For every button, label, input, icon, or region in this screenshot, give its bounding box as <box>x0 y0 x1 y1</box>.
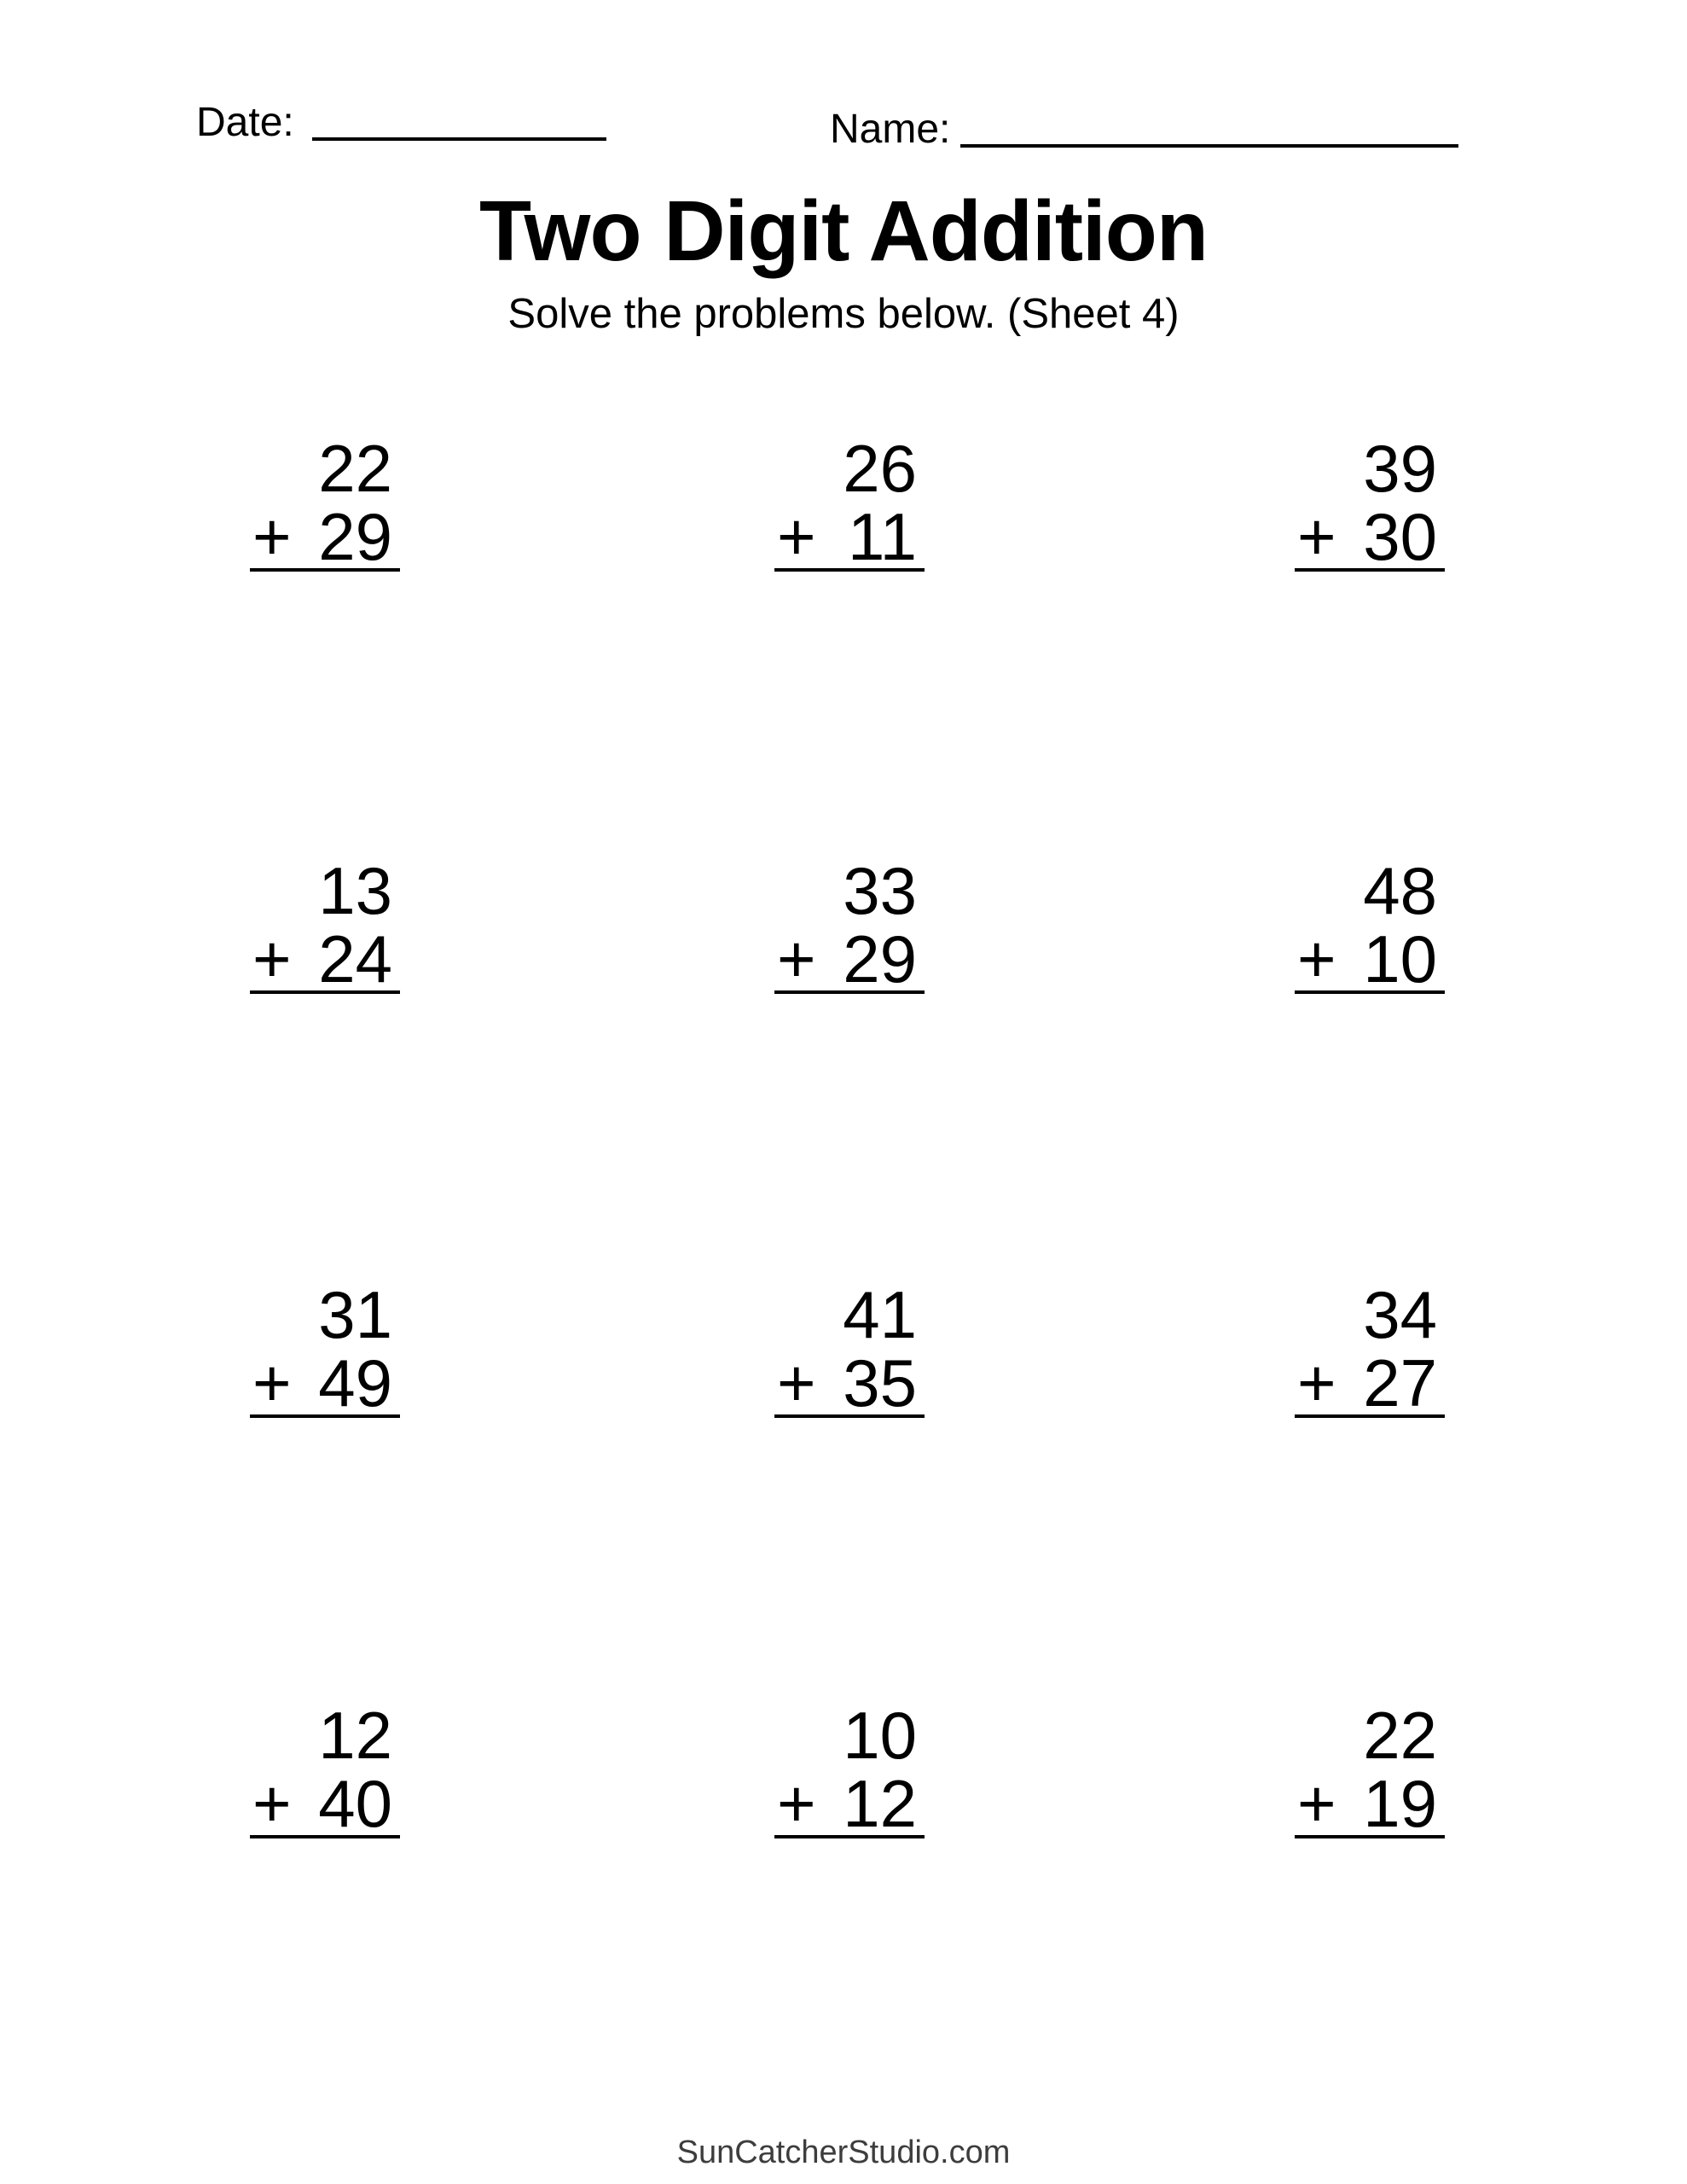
bottom-operand: 24 <box>318 921 392 996</box>
problem-5 <box>774 853 925 996</box>
top-operand: 41 <box>843 1277 917 1352</box>
bottom-operand: 35 <box>843 1345 917 1420</box>
problem-11 <box>774 1698 925 1841</box>
bottom-operand: 27 <box>1363 1345 1437 1420</box>
plus-operator: + <box>252 1766 292 1841</box>
problem-7 <box>250 1277 400 1420</box>
bottom-operand: 12 <box>843 1766 917 1841</box>
plus-operator: + <box>777 921 816 996</box>
top-operand: 13 <box>318 853 392 928</box>
bottom-operand: 49 <box>318 1345 392 1420</box>
problem-12 <box>1295 1698 1445 1841</box>
plus-operator: + <box>252 921 292 996</box>
plus-operator: + <box>1297 499 1336 574</box>
plus-operator: + <box>252 499 292 574</box>
top-operand: 22 <box>1363 1698 1437 1773</box>
problem-4 <box>250 853 400 996</box>
bottom-operand: 10 <box>1363 921 1437 996</box>
plus-operator: + <box>252 1345 292 1420</box>
top-operand: 12 <box>318 1698 392 1773</box>
page-subtitle: Solve the problems below. (Sheet 4) <box>507 291 1180 337</box>
name-label: Name: <box>830 107 951 152</box>
problem-8 <box>774 1277 925 1420</box>
plus-operator: + <box>777 1766 816 1841</box>
top-operand: 26 <box>843 431 917 506</box>
plus-operator: + <box>777 1345 816 1420</box>
top-operand: 39 <box>1363 431 1437 506</box>
top-operand: 34 <box>1363 1277 1437 1352</box>
top-operand: 31 <box>318 1277 392 1352</box>
plus-operator: + <box>1297 921 1336 996</box>
plus-operator: + <box>1297 1766 1336 1841</box>
plus-operator: + <box>1297 1345 1336 1420</box>
top-operand: 10 <box>843 1698 917 1773</box>
top-operand: 22 <box>318 431 392 506</box>
page-title: Two Digit Addition <box>479 183 1208 279</box>
problem-9 <box>1295 1277 1445 1420</box>
bottom-operand: 11 <box>848 499 917 574</box>
date-blank-line <box>312 137 606 141</box>
problem-10 <box>250 1698 400 1841</box>
problem-2 <box>774 431 925 574</box>
site-credit: SunCatcherStudio.com <box>676 2135 1011 2170</box>
problem-6 <box>1295 853 1445 996</box>
bottom-operand: 29 <box>318 499 392 574</box>
bottom-operand: 40 <box>318 1766 392 1841</box>
problem-3 <box>1295 431 1445 574</box>
name-blank-line <box>960 144 1458 148</box>
top-operand: 33 <box>843 853 917 928</box>
date-label: Date: <box>196 100 294 145</box>
bottom-operand: 19 <box>1363 1766 1437 1841</box>
bottom-operand: 30 <box>1363 499 1437 574</box>
plus-operator: + <box>777 499 816 574</box>
bottom-operand: 29 <box>843 921 917 996</box>
problem-1 <box>250 431 400 574</box>
top-operand: 48 <box>1363 853 1437 928</box>
